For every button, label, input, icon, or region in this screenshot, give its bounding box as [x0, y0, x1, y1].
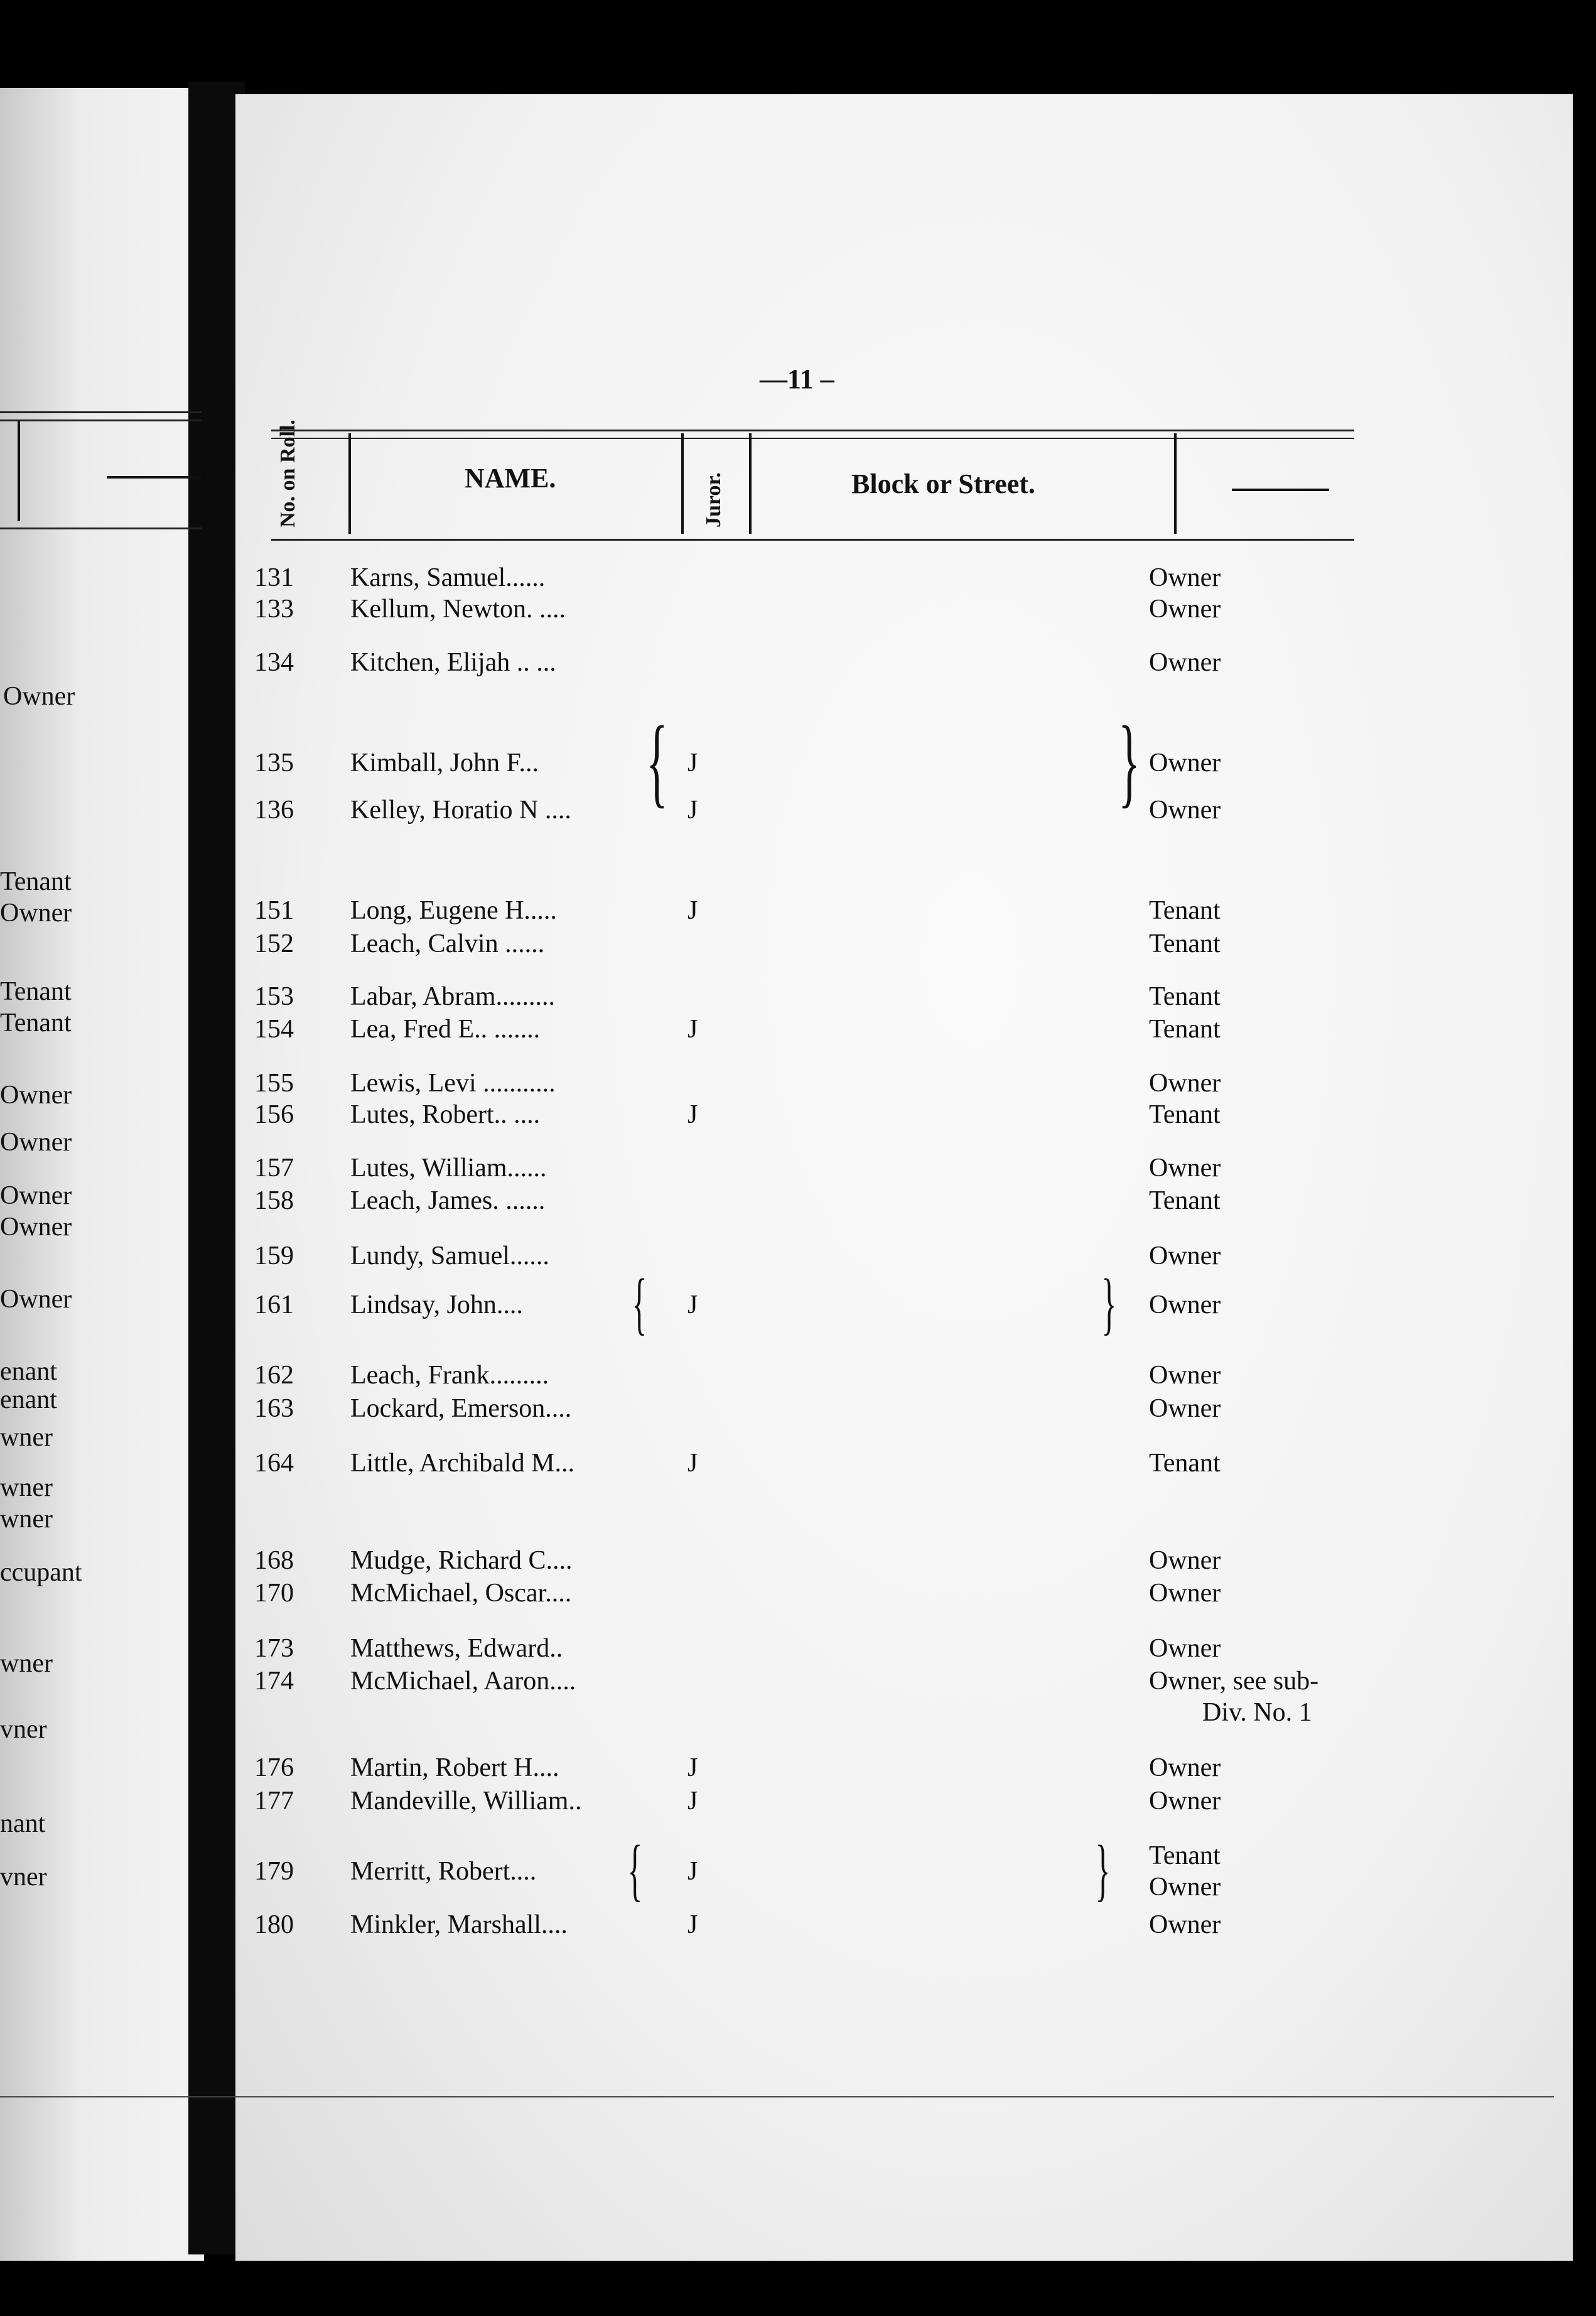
left-page-fragment: Tenant [0, 977, 72, 1006]
tenure-status: Owner [1149, 1361, 1221, 1390]
resident-name: Karns, Samuel...... [350, 563, 546, 592]
roll-number: 177 [254, 1787, 294, 1815]
tenure-status: Owner [1149, 796, 1221, 825]
tenure-status: Owner [1149, 595, 1221, 624]
header-name: NAME. [465, 463, 556, 494]
left-page-fragment: Owner [0, 1128, 72, 1157]
roll-number: 151 [254, 896, 294, 925]
roll-number: 154 [254, 1015, 294, 1044]
left-page-fragment: ccupant [0, 1558, 82, 1587]
right-brace: } [1095, 1831, 1111, 1908]
roll-number: 153 [254, 982, 294, 1011]
juror-mark: J [687, 1857, 698, 1886]
resident-name: Little, Archibald M... [350, 1449, 574, 1478]
tenure-status: Owner [1149, 1753, 1221, 1782]
juror-mark: J [687, 1753, 698, 1782]
juror-mark: J [687, 1015, 698, 1044]
left-page-fragment: enant [0, 1357, 57, 1386]
left-page-fragment: Owner [0, 1081, 72, 1110]
left-page-fragment: Owner [3, 682, 75, 711]
header-rule-bottom [271, 539, 1354, 541]
resident-name: Kitchen, Elijah .. ... [350, 648, 556, 677]
header-status-dash [1232, 489, 1329, 491]
tenure-status: Owner [1149, 1910, 1221, 1939]
resident-name: Mandeville, William.. [350, 1787, 582, 1815]
tenure-status: Owner [1149, 648, 1221, 677]
tenure-status: Owner [1149, 1242, 1221, 1270]
roll-number: 173 [254, 1634, 294, 1663]
juror-mark: J [687, 1291, 698, 1319]
roll-number: 164 [254, 1449, 294, 1478]
roll-number: 170 [254, 1579, 294, 1608]
resident-name: Kelley, Horatio N .... [350, 796, 571, 825]
tenure-status: Tenant [1149, 982, 1221, 1011]
left-page-edge [0, 88, 204, 2261]
resident-name: Merritt, Robert.... [350, 1857, 537, 1886]
tenure-status: Owner [1149, 563, 1221, 592]
tenure-status: Tenant [1149, 1449, 1221, 1478]
tenure-status: Owner [1149, 1546, 1221, 1575]
left-page-fragment: vner [0, 1715, 47, 1744]
resident-name: Lewis, Levi ........... [350, 1069, 556, 1098]
left-page-fragment: Tenant [0, 867, 72, 896]
tenure-status: Owner [1149, 1394, 1221, 1423]
resident-name: Lundy, Samuel...... [350, 1242, 549, 1270]
tenure-status: Tenant [1149, 1015, 1221, 1044]
resident-name: McMichael, Oscar.... [350, 1579, 572, 1608]
header-rule-top [271, 430, 1354, 431]
roll-number: 174 [254, 1667, 294, 1696]
roll-number: 161 [254, 1291, 294, 1319]
left-page-fragment: Owner [0, 1181, 72, 1210]
resident-name: Lutes, Robert.. .... [350, 1100, 541, 1129]
resident-name: Martin, Robert H.... [350, 1753, 559, 1782]
juror-mark: J [687, 1787, 698, 1815]
resident-name: Matthews, Edward.. [350, 1634, 563, 1663]
tenure-status: Owner [1149, 1873, 1221, 1902]
roll-number: 158 [254, 1186, 294, 1215]
roll-number: 134 [254, 648, 294, 677]
left-page-fragment: enant [0, 1385, 57, 1414]
column-divider [681, 433, 684, 534]
tenure-status: Tenant [1149, 1100, 1221, 1129]
resident-name: Lindsay, John.... [350, 1291, 523, 1319]
roll-number: 159 [254, 1242, 294, 1270]
roll-number: 176 [254, 1753, 294, 1782]
header-juror: Juror. [702, 472, 725, 528]
roll-number: 135 [254, 749, 294, 777]
resident-name: Lockard, Emerson.... [350, 1394, 572, 1423]
roll-number: 136 [254, 796, 294, 825]
tenure-status: Owner [1149, 749, 1221, 777]
left-page-fragment: wner [0, 1473, 53, 1502]
juror-mark: J [687, 1910, 698, 1939]
left-page-fragment: nant [0, 1809, 46, 1838]
left-brace: { [627, 1831, 643, 1908]
left-page-fragment: vner [0, 1863, 47, 1891]
header-block: Block or Street. [851, 468, 1035, 499]
roll-number: 156 [254, 1100, 294, 1129]
left-page-fragment: Tenant [0, 1009, 72, 1037]
resident-name: Leach, James. ...... [350, 1186, 546, 1215]
tenure-status: Owner [1149, 1579, 1221, 1608]
resident-name: Leach, Frank......... [350, 1361, 549, 1390]
left-page-fragment: Owner [0, 1213, 72, 1242]
roll-number: 133 [254, 595, 294, 624]
roll-number: 155 [254, 1069, 294, 1098]
left-page-fragment: Owner [0, 1285, 72, 1314]
juror-mark: J [687, 749, 698, 777]
resident-name: Minkler, Marshall.... [350, 1910, 568, 1939]
resident-name: Lutes, William...... [350, 1154, 547, 1182]
resident-name: McMichael, Aaron.... [350, 1667, 576, 1696]
resident-name: Kellum, Newton. .... [350, 595, 566, 624]
right-brace: } [1118, 705, 1140, 817]
tenure-status: Tenant [1149, 896, 1221, 925]
left-page-fragment: wner [0, 1423, 53, 1452]
juror-mark: J [687, 1100, 698, 1129]
left-rule [0, 419, 202, 421]
left-page-fragment: wner [0, 1505, 53, 1534]
header-rule-top-double [271, 438, 1354, 439]
left-page-fragment: Owner [0, 899, 72, 928]
tenure-status: Owner [1149, 1634, 1221, 1663]
resident-name: Mudge, Richard C.... [350, 1546, 573, 1575]
juror-mark: J [687, 1449, 698, 1478]
resident-name: Long, Eugene H..... [350, 896, 557, 925]
tenure-status: Tenant [1149, 1186, 1221, 1215]
resident-name: Kimball, John F... [350, 749, 539, 777]
tenure-status: Tenant [1149, 1841, 1221, 1870]
left-rule [0, 528, 202, 529]
column-divider [348, 433, 351, 534]
roll-number: 131 [254, 563, 294, 592]
column-divider [1174, 433, 1177, 534]
resident-name: Lea, Fred E.. ....... [350, 1015, 541, 1044]
resident-name: Leach, Calvin ...... [350, 929, 545, 958]
juror-mark: J [687, 796, 698, 825]
page-number: —11 – [760, 364, 834, 394]
tenure-status: Owner [1149, 1154, 1221, 1182]
footer-rule [0, 2096, 1554, 2097]
roll-number: 162 [254, 1361, 294, 1390]
left-rule [0, 411, 202, 413]
roll-number: 168 [254, 1546, 294, 1575]
left-header-dash [107, 476, 201, 479]
left-column-divider [18, 421, 20, 521]
header-roll: No. on Roll. [276, 419, 299, 528]
left-page-fragment: wner [0, 1649, 53, 1678]
roll-number: 163 [254, 1394, 294, 1423]
tenure-status: Div. No. 1 [1202, 1698, 1312, 1727]
roll-number: 180 [254, 1910, 294, 1939]
tenure-status: Owner [1149, 1069, 1221, 1098]
roll-number: 157 [254, 1154, 294, 1182]
right-brace: } [1101, 1265, 1117, 1341]
left-brace: { [646, 705, 668, 817]
tenure-status: Tenant [1149, 929, 1221, 958]
column-divider [749, 433, 752, 534]
tenure-status: Owner [1149, 1291, 1221, 1319]
tenure-status: Owner [1149, 1787, 1221, 1815]
tenure-status: Owner, see sub- [1149, 1667, 1319, 1696]
juror-mark: J [687, 896, 698, 925]
left-brace: { [632, 1265, 647, 1341]
resident-name: Labar, Abram......... [350, 982, 556, 1011]
roll-number: 152 [254, 929, 294, 958]
roll-number: 179 [254, 1857, 294, 1886]
